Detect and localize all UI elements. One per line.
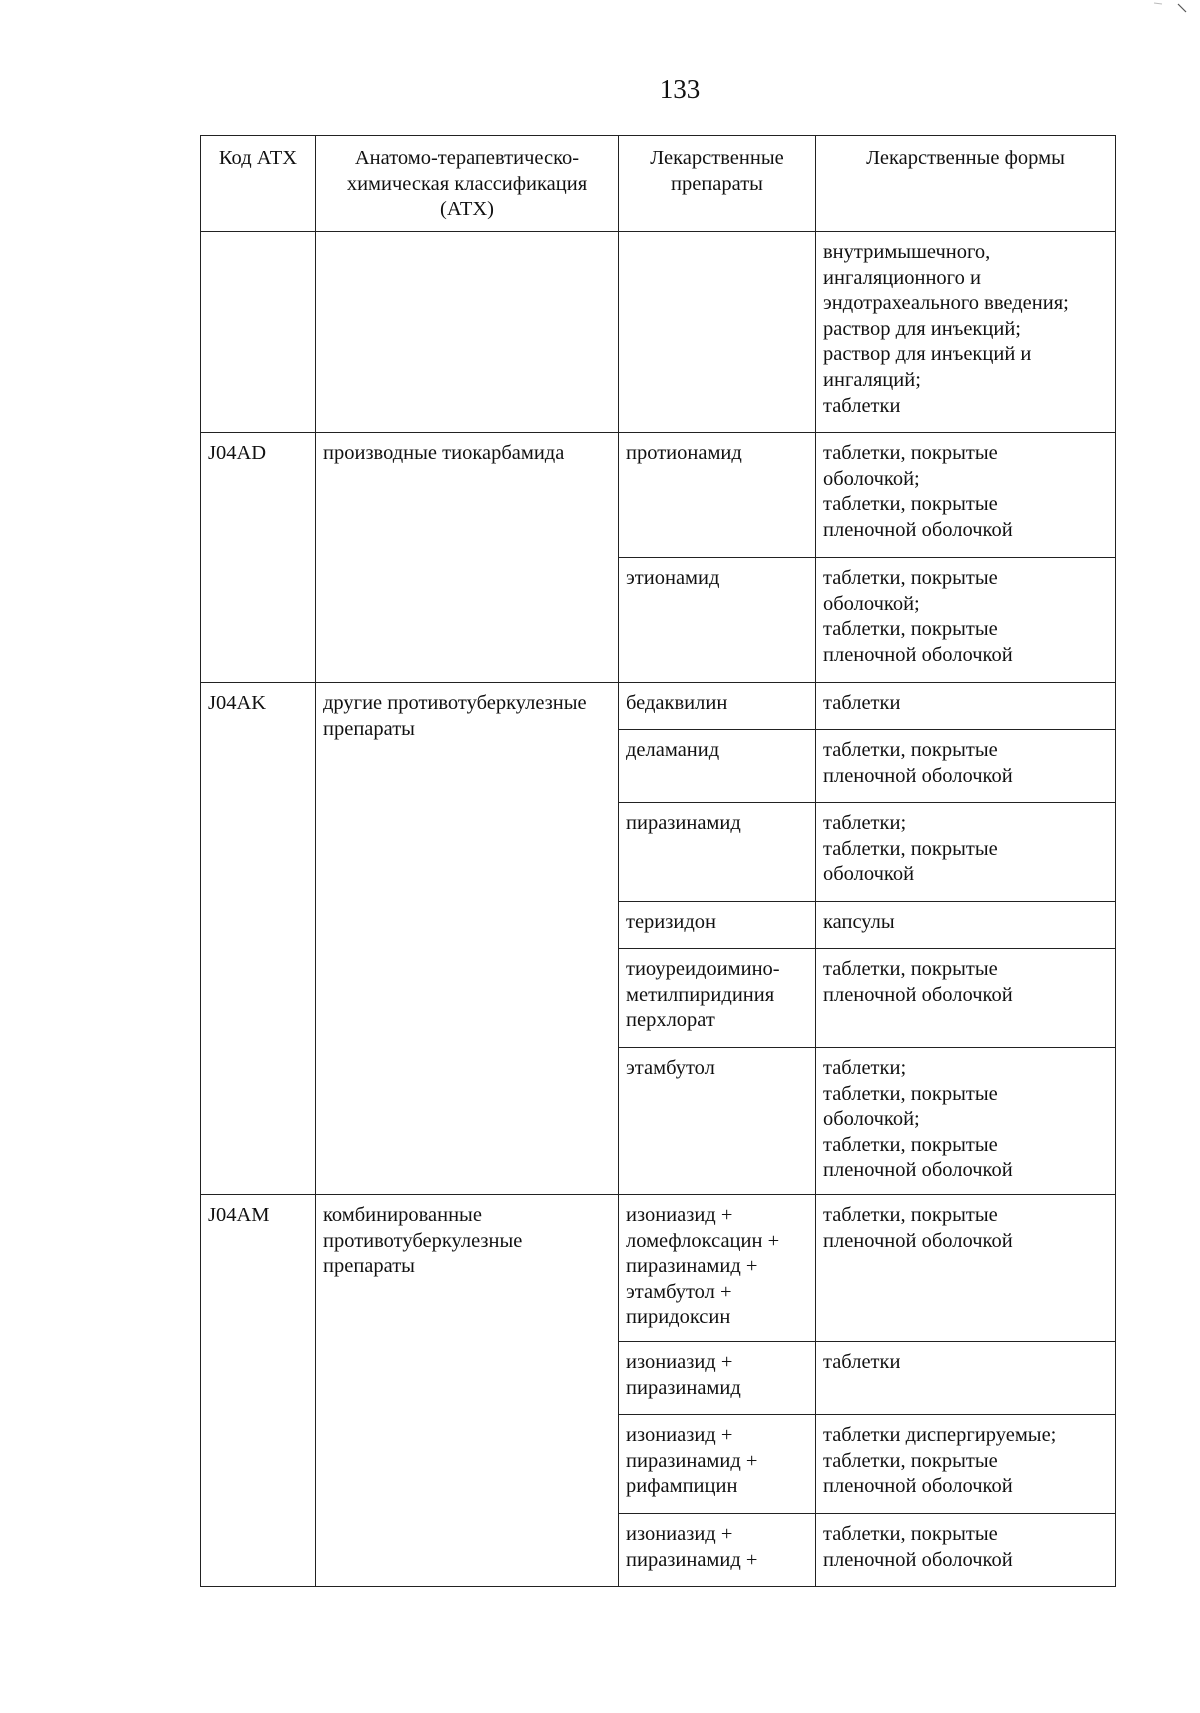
cell-forms: таблетки, покрытые оболочкой; таблетки, покрытые пленочной оболочкой (816, 433, 1116, 558)
table-row (201, 1195, 1116, 1342)
cell-code-empty (201, 232, 316, 433)
cell-forms: таблетки; таблетки, покрытые оболочкой; таблетки, покрытые пленочной оболочкой (816, 1048, 1116, 1195)
cell-forms: таблетки диспергируемые; таблетки, покрытые пленочной оболочкой (816, 1415, 1116, 1514)
cell-drug: этионамид (619, 558, 816, 683)
cell-drug: бедаквилин (619, 683, 816, 730)
table-header-row (201, 136, 1116, 232)
cell-drug-empty (619, 232, 816, 433)
cell-atc-code: J04AD (201, 433, 316, 683)
cell-forms: капсулы (816, 902, 1116, 949)
cell-forms: таблетки, покрытые пленочной оболочкой (816, 1195, 1116, 1342)
header-drugs: Лекарственные препараты (619, 136, 816, 232)
cell-forms: таблетки (816, 683, 1116, 730)
header-classification: Анатомо-терапевтическо-химическая классификация (АТХ) (316, 136, 619, 232)
cell-drug: тиоуреидоимино- метилпиридиния перхлорат (619, 949, 816, 1048)
table-row (201, 683, 1116, 730)
header-forms: Лекарственные формы (816, 136, 1116, 232)
cell-forms: таблетки, покрытые пленочной оболочкой (816, 949, 1116, 1048)
scan-specks (1152, 0, 1192, 20)
table-row (201, 433, 1116, 558)
atc-table-container (200, 135, 1115, 1587)
cell-drug: пиразинамид (619, 803, 816, 902)
cell-forms: таблетки; таблетки, покрытые оболочкой (816, 803, 1116, 902)
cell-forms: таблетки, покрытые пленочной оболочкой (816, 730, 1116, 803)
cell-classification-empty (316, 232, 619, 433)
cell-forms: таблетки (816, 1342, 1116, 1415)
cell-drug: изониазид + пиразинамид + рифампицин (619, 1415, 816, 1514)
cell-classification: производные тиокарбамида (316, 433, 619, 683)
cell-forms: внутримышечного, ингаляционного и эндотрахеального введения; раствор для инъекций; раствор для инъекций и ингаляций; таблетки (816, 232, 1116, 433)
cell-atc-code: J04AM (201, 1195, 316, 1587)
cell-drug: теризидон (619, 902, 816, 949)
table-row-continuation (201, 232, 1116, 433)
cell-forms: таблетки, покрытые оболочкой; таблетки, покрытые пленочной оболочкой (816, 558, 1116, 683)
cell-drug: изониазид + пиразинамид (619, 1342, 816, 1415)
cell-classification: другие противотуберкулезные препараты (316, 683, 619, 1195)
cell-drug: этамбутол (619, 1048, 816, 1195)
atc-table (200, 135, 1116, 1587)
cell-drug: изониазид + ломефлоксацин + пиразинамид + этамбутол + пиридоксин (619, 1195, 816, 1342)
cell-drug: изониазид + пиразинамид + (619, 1514, 816, 1587)
header-code: Код АТХ (201, 136, 316, 232)
cell-atc-code: J04AK (201, 683, 316, 1195)
cell-forms: таблетки, покрытые пленочной оболочкой (816, 1514, 1116, 1587)
cell-drug: деламанид (619, 730, 816, 803)
cell-drug: протионамид (619, 433, 816, 558)
page-number: 133 (659, 74, 701, 104)
cell-classification: комбинированные противотуберкулезные препараты (316, 1195, 619, 1587)
